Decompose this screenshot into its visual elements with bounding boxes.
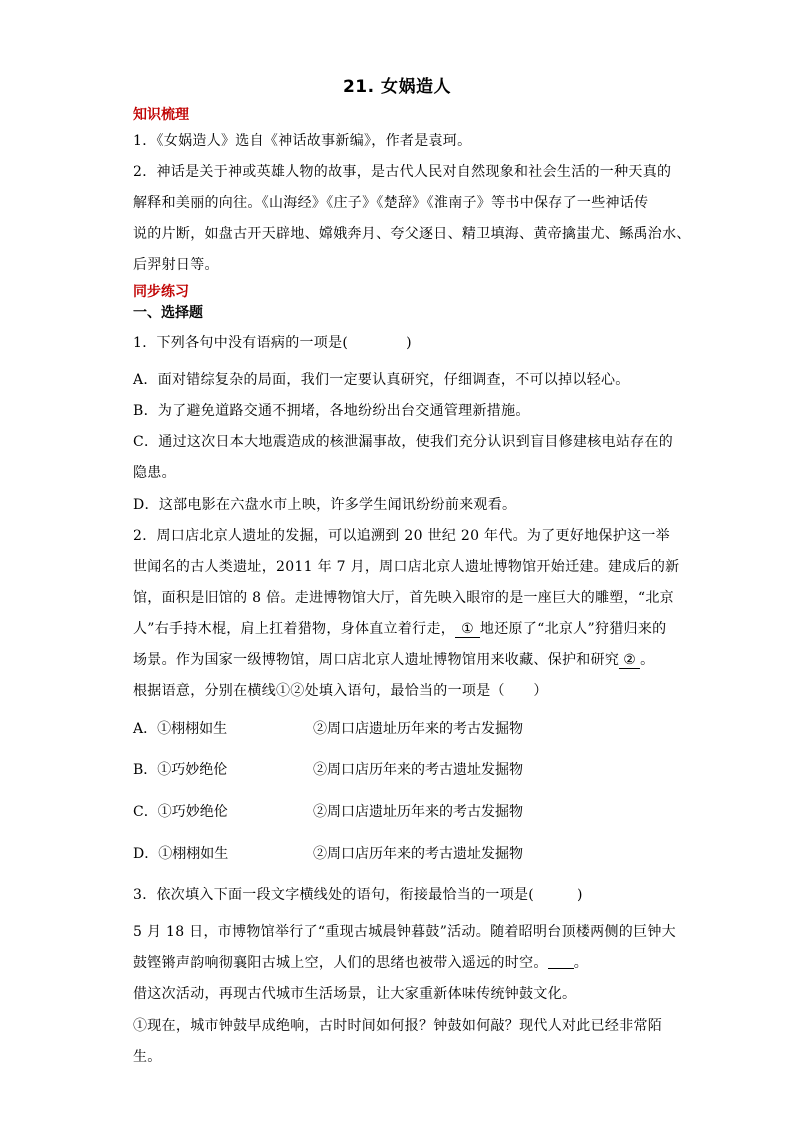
question-2-option-b-right: ②周口店历年来的考古遗址发掘物: [313, 762, 523, 778]
question-3-line-1: 5 月 18 日，市博物馆举行了“重现古城晨钟暮鼓”活动。随着昭明台顶楼两侧的巨钟大: [133, 924, 676, 940]
question-2-option-c-left: C．①巧妙绝伦: [133, 804, 228, 820]
question-2-line-4-text-b: 地还原了“北京人”狩猎归来的: [479, 621, 667, 637]
fill-blank-1: ①: [455, 621, 480, 638]
fill-blank-3: [548, 954, 574, 969]
question-3-option-1-line-2: 生。: [133, 1049, 162, 1065]
section-heading-practice: 同步练习: [133, 284, 189, 300]
question-1-option-c-line-2: 隐患。: [133, 465, 176, 481]
question-3-option-1-line-1: ①现在，城市钟鼓早成绝响，古时时间如何报？钟鼓如何敲？现代人对此已经非常陌: [133, 1018, 663, 1034]
knowledge-item-2-line-1: 2．神话是关于神或英雄人物的故事，是古代人民对自然现象和社会生活的一种天真的: [133, 164, 672, 180]
question-3-line-2-text-b: 。: [573, 955, 589, 971]
question-2-line-5: [133, 649, 663, 669]
section-heading-knowledge: 知识梳理: [133, 107, 189, 123]
question-2-line-5-text-b: 。: [640, 652, 655, 668]
question-2-option-a-left: A．①栩栩如生: [133, 721, 228, 737]
question-1-option-a: A．面对错综复杂的局面，我们一定要认真研究，仔细调查，不可以掉以轻心。: [133, 372, 630, 388]
question-1-option-b: B．为了避免道路交通不拥堵，各地纷纷出台交通管理新措施。: [133, 403, 530, 419]
question-2-option-d-left: D．①栩栩如生: [133, 846, 229, 862]
question-2-line-3: 馆，面积是旧馆的 8 倍。走进博物馆大厅，首先映入眼帘的是一座巨大的雕塑，“北京: [133, 590, 674, 606]
question-2-line-2: 世闻名的古人类遗址，2011 年 7 月，周口店北京人遗址博物馆开始迁建。建成后的新: [133, 559, 680, 575]
question-2-line-5-text-a: 场景。作为国家一级博物馆，周口店北京人遗址博物馆用来收藏、保护和研究: [133, 652, 620, 668]
question-2-option-c-right: ②周口店遗址历年来的考古发掘物: [313, 804, 523, 820]
knowledge-item-2-line-2: 解释和美丽的向往。《山海经》《庄子》《楚辞》《淮南子》等书中保存了一些神话传: [133, 195, 649, 211]
question-2-line-1: 2．周口店北京人遗址的发掘，可以追溯到 20 世纪 20 年代。为了更好地保护这一举: [133, 528, 670, 544]
question-2-option-a-right: ②周口店遗址历年来的考古发掘物: [313, 721, 523, 737]
section-heading-choice: 一、选择题: [133, 305, 203, 321]
question-1-stem-close: ): [406, 335, 412, 351]
question-2-line-4-text-a: 人”右手持木棍，肩上扛着猎物，身体直立着行走，: [133, 621, 456, 637]
question-1-stem-text: 1．下列各句中没有语病的一项是(: [133, 335, 349, 351]
knowledge-item-2-line-4: 后羿射日等。: [133, 257, 219, 273]
question-2-option-b-left: B．①巧妙绝伦: [133, 762, 228, 778]
question-1-option-c-line-1: C．通过这次日本大地震造成的核泄漏事故，使我们充分认识到盲目修建核电站存在的: [133, 434, 674, 450]
question-1-stem: [133, 332, 663, 352]
page-title: 21. 女娲造人: [342, 77, 452, 97]
question-2-prompt: 根据语意，分别在横线①②处填入语句，最恰当的一项是（ ）: [133, 683, 548, 699]
question-3-line-3: 借这次活动，再现古代城市生活场景，让大家重新体味传统钟鼓文化。: [133, 986, 577, 1002]
question-1-option-d: D．这部电影在六盘水市上映，许多学生闻讯纷纷前来观看。: [133, 497, 517, 513]
question-3-line-2: [133, 952, 663, 972]
question-2-line-4: [133, 618, 667, 638]
question-2-option-d-right: ②周口店历年来的考古遗址发掘物: [313, 846, 523, 862]
fill-blank-2: ②: [619, 652, 640, 669]
knowledge-item-2-line-3: 说的片断，如盘古开天辟地、嫦娥奔月、夸父逐日、精卫填海、黄帝擒蚩尤、鲧禹治水、: [133, 226, 691, 242]
knowledge-item-1: 1．《女娲造人》选自《神话故事新编》，作者是袁珂。: [133, 133, 472, 149]
question-3-stem: 3．依次填入下面一段文字横线处的语句，衔接最恰当的一项是( ): [133, 887, 583, 903]
question-3-line-2-text-a: 鼓铿锵声韵响彻襄阳古城上空，人们的思绪也被带入遥远的时空。: [133, 955, 548, 971]
